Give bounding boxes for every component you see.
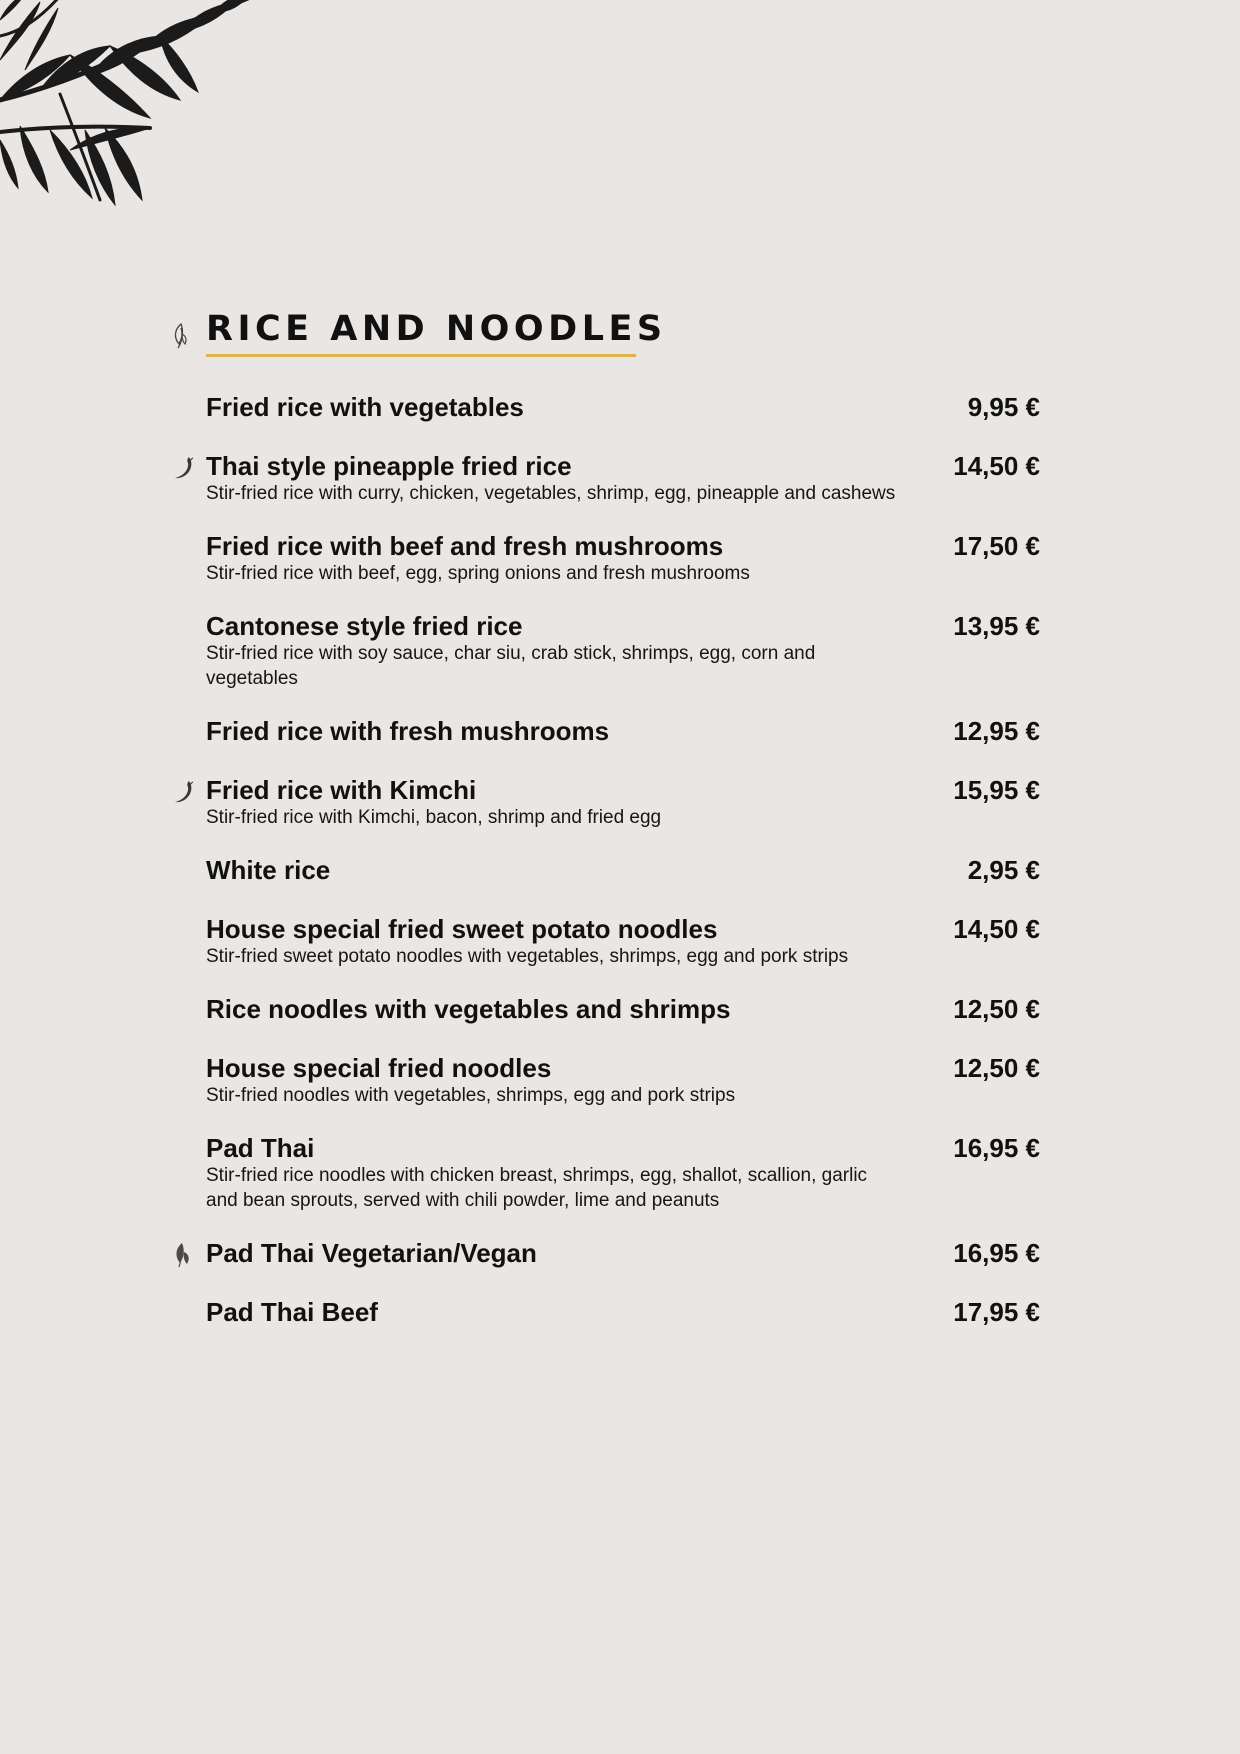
menu-item-name: Fried rice with fresh mushrooms bbox=[206, 716, 610, 746]
menu-item-description: Stir-fried rice with beef, egg, spring onions and fresh mushrooms bbox=[206, 563, 750, 584]
menu-item-name: Rice noodles with vegetables and shrimps bbox=[206, 994, 731, 1024]
menu-item bbox=[170, 775, 1040, 830]
menu-item-price: 12,50 € bbox=[953, 994, 1040, 1024]
chili-icon bbox=[172, 779, 194, 805]
menu-item-row bbox=[206, 914, 1040, 944]
menu-item-row bbox=[206, 994, 1040, 1024]
menu-item-description: Stir-fried sweet potato noodles with vegetables, shrimps, egg and pork strips bbox=[206, 946, 849, 967]
menu-item-price: 15,95 € bbox=[953, 775, 1040, 805]
menu-item bbox=[170, 994, 1040, 1024]
vegan-leaf-icon bbox=[172, 1242, 194, 1268]
menu-item-price: 14,50 € bbox=[953, 914, 1040, 944]
menu-item-price: 12,50 € bbox=[953, 1053, 1040, 1083]
bamboo-branch-decoration bbox=[0, 0, 270, 220]
rice-and-noodles-section bbox=[170, 308, 1040, 1356]
menu-item-row bbox=[206, 392, 1040, 422]
menu-item bbox=[170, 1133, 1040, 1213]
menu-item-description: Stir-fried rice noodles with chicken breast, shrimps, egg, shallot, scallion, garlic and bean sprouts, served with chili powder, lime and peanuts bbox=[206, 1165, 868, 1211]
menu-item-description: Stir-fried noodles with vegetables, shrimps, egg and pork strips bbox=[206, 1085, 736, 1106]
menu-item-row bbox=[206, 451, 1040, 481]
menu-item-row bbox=[206, 855, 1040, 885]
menu-item-price: 13,95 € bbox=[953, 611, 1040, 641]
menu-item-price: 12,95 € bbox=[953, 716, 1040, 746]
menu-item bbox=[170, 1297, 1040, 1327]
menu-list bbox=[170, 392, 1040, 1327]
menu-item-price: 16,95 € bbox=[953, 1238, 1040, 1268]
menu-item bbox=[170, 716, 1040, 746]
leaf-icon bbox=[172, 322, 190, 350]
menu-item-name: Fried rice with beef and fresh mushrooms bbox=[206, 531, 724, 561]
menu-item-description: Stir-fried rice with Kimchi, bacon, shrimp and fried egg bbox=[206, 807, 662, 828]
menu-item-row bbox=[206, 775, 1040, 805]
menu-item-row bbox=[206, 531, 1040, 561]
menu-item bbox=[170, 1238, 1040, 1268]
menu-item-price: 17,95 € bbox=[953, 1297, 1040, 1327]
menu-item-name: House special fried noodles bbox=[206, 1053, 552, 1083]
menu-item-description: Stir-fried rice with soy sauce, char siu, crab stick, shrimps, egg, corn and vegetables bbox=[206, 643, 816, 689]
menu-item-name: Pad Thai Beef bbox=[206, 1297, 378, 1327]
title-underline bbox=[206, 354, 636, 357]
menu-item-row bbox=[206, 1297, 1040, 1327]
section-header bbox=[206, 308, 1040, 360]
menu-item-row bbox=[206, 1238, 1040, 1268]
menu-item-row bbox=[206, 611, 1040, 641]
menu-item-name: White rice bbox=[206, 855, 331, 885]
page-title: RICE AND NOODLES bbox=[206, 309, 667, 349]
menu-item-name: House special fried sweet potato noodles bbox=[206, 914, 718, 944]
menu-item-name: Pad Thai Vegetarian/Vegan bbox=[206, 1238, 537, 1268]
menu-item bbox=[170, 392, 1040, 422]
menu-item-price: 2,95 € bbox=[967, 855, 1040, 885]
menu-item bbox=[170, 855, 1040, 885]
menu-item-name: Thai style pineapple fried rice bbox=[206, 451, 572, 481]
menu-item bbox=[170, 611, 1040, 691]
menu-item bbox=[170, 1053, 1040, 1108]
menu-item-row bbox=[206, 716, 1040, 746]
menu-item bbox=[170, 914, 1040, 969]
menu-item-name: Pad Thai bbox=[206, 1133, 315, 1163]
chili-icon bbox=[172, 455, 194, 481]
menu-item-price: 16,95 € bbox=[953, 1133, 1040, 1163]
menu-item-price: 14,50 € bbox=[953, 451, 1040, 481]
menu-item-name: Cantonese style fried rice bbox=[206, 611, 523, 641]
menu-item-name: Fried rice with vegetables bbox=[206, 392, 524, 422]
menu-item-name: Fried rice with Kimchi bbox=[206, 775, 477, 805]
menu-item-price: 9,95 € bbox=[967, 392, 1040, 422]
menu-item-row bbox=[206, 1053, 1040, 1083]
menu-item bbox=[170, 451, 1040, 506]
menu-item-row bbox=[206, 1133, 1040, 1163]
menu-item-description: Stir-fried rice with curry, chicken, vegetables, shrimp, egg, pineapple and cashews bbox=[206, 483, 896, 504]
menu-item bbox=[170, 531, 1040, 586]
menu-item-price: 17,50 € bbox=[953, 531, 1040, 561]
